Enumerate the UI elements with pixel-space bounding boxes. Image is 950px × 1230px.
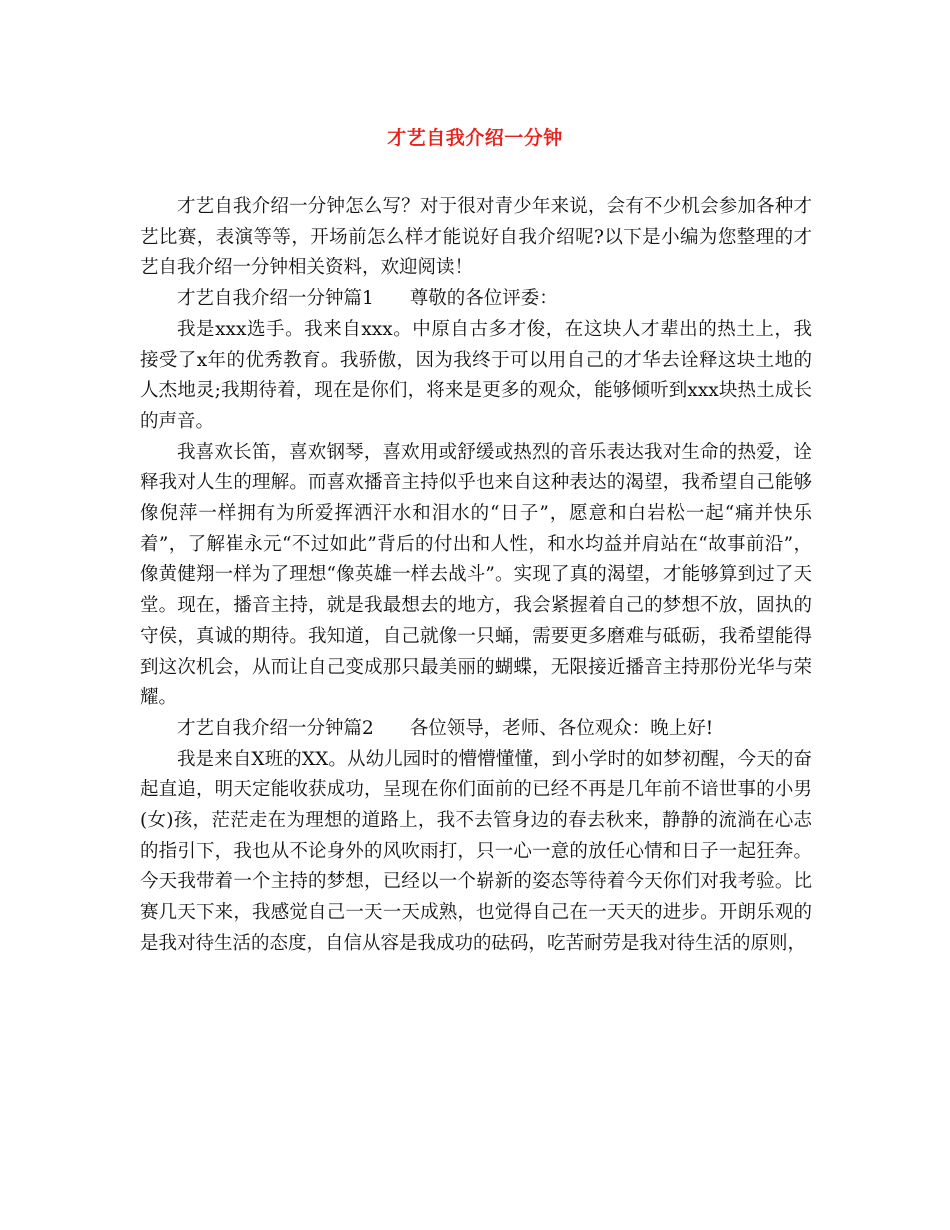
section-label: 才艺自我介绍一分钟篇2 bbox=[177, 717, 374, 739]
greeting-text: 各位领导，老师、各位观众：晚上好! bbox=[409, 717, 714, 739]
paragraph: 我是来自X班的XX。从幼儿园时的懵懵懂懂，到小学时的如梦初醒，今天的奋起直追，明天定能收获成功，呈现在你们面前的已经不再是几年前不谙世事的小男(女)孩，茫茫走在为理想的道路上，我不去管身边的春去秋来，静静的流淌在心志的指引下，我也从不论身外的风吹雨打，只一心一意的放任心情和日子一起狂奔。今天我带着一个主持的梦想，已经以一个崭新的姿态等待着今天你们对我考验。比赛几天下来，我感觉自己一天一天成熟，也觉得自己在一天天的进步。开朗乐观的是我对待生活的态度，自信从容是我成功的砝码，吃苦耐劳是我对待生活的原则， bbox=[140, 748, 812, 954]
section-heading-1 bbox=[140, 284, 812, 315]
paragraph: 我喜欢长笛，喜欢钢琴，喜欢用或舒缓或热烈的音乐表达我对生命的热爱，诠释我对人生的理解。而喜欢播音主持似乎也来自这种表达的渴望，我希望自己能够像倪萍一样拥有为所爱挥洒汗水和泪水的“日子”，愿意和白岩松一起“痛并快乐着”，了解崔永元“不过如此”背后的付出和人性，和水均益并肩站在“故事前沿”，像黄健翔一样为了理想“像英雄一样去战斗”。实现了真的渴望，才能够算到过了天堂。现在，播音主持，就是我最想去的地方，我会紧握着自己的梦想不放，固执的守侯，真诚的期待。我知道，自己就像一只蛹，需要更多磨难与砥砺，我希望能得到这次机会，从而让自己变成那只最美丽的蝴蝶，无限接近播音主持那份光华与荣耀。 bbox=[140, 441, 812, 709]
paragraph: 我是xxx选手。我来自xxx。中原自古多才俊，在这块人才辈出的热土上，我接受了x年的优秀教育。我骄傲，因为我终于可以用自己的才华去诠释这块土地的人杰地灵;我期待着，现在是你们，将来是更多的观众，能够倾听到xxx块热土成长的声音。 bbox=[140, 318, 812, 432]
section-label: 才艺自我介绍一分钟篇1 bbox=[177, 288, 374, 310]
section-heading-2 bbox=[140, 714, 812, 745]
document-title: 才艺自我介绍一分钟 bbox=[387, 127, 563, 149]
greeting-text: 尊敬的各位评委： bbox=[409, 288, 558, 310]
document-body bbox=[140, 192, 812, 960]
paragraph-intro: 才艺自我介绍一分钟怎么写？对于很对青少年来说，会有不少机会参加各种才艺比赛，表演等等，开场前怎么样才能说好自我介绍呢?以下是小编为您整理的才艺自我介绍一分钟相关资料，欢迎阅读！ bbox=[140, 196, 812, 279]
